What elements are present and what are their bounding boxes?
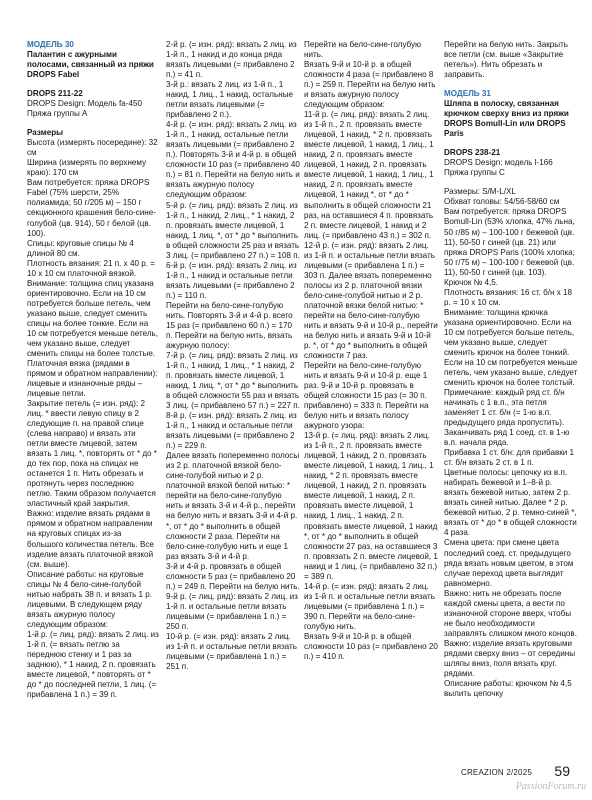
paragraph: DROPS Design: модель l-166 [444, 158, 553, 168]
page-number: 59 [554, 763, 570, 779]
paragraph: Спицы: круговые спицы № 4 длиной 80 см. [27, 238, 134, 258]
subheading: Шляпа в полоску, связанная крючком сверху вниз из пряжи DROPS Bomull-Lin или DROPS Paris [444, 99, 569, 139]
paragraph [444, 80, 578, 89]
paragraph: Перейти на бело-сине-голубую нить и вязать 9-й и 10-й р. еще 1 раз. 9-й и 10-й р. провязать в общей сложности 15 раз (= 30 п. прибавлено) = 333 п. Перейти на белую нить и вязать полосу ажурного узора: [304, 361, 429, 431]
paragraph: 1-й р. (= лиц. ряд): вязать 2 лиц. из 1-й п. (= вязать петлю за переднюю стенку и 1 раз за заднюю), * 1 накид, 2 п. провязать вместе лицевой, * повторять от * до * до последней петли, 1 лиц. (= прибавлена 1 п.) = 39 п. [27, 629, 159, 699]
paragraph: DROPS Design: Модель fa-450 [27, 99, 142, 109]
paragraph: 9-й р. (= лиц. ряд): вязать 2 лиц. из 1-й п. и остальные петли вязать лицевыми (= прибавлена 1 п.) = 250 п. [166, 591, 298, 631]
paragraph: 11-й р. (= лиц. ряд): вязать 2 лиц. из 1-й п., 2 п. провязать вместе лицевой, 1 накид, * 2 п. провязать вместе лицевой, 1 накид, 1 лиц., 1 накид, 2 п. провязать вместе лицевой, 1 накид, 2 п. провязать вместе лицевой, 1 накид, 1 лиц., 1 накид, 2 п. провязать вместе лицевой, 1 накид *, от * до * выполнить в общей сложности 21 раз, на оставшиеся 4 п. провязать 2 п. вместе лицевой, 1 накид и 2 лиц. (= прибавлено 43 п.) = 302 п. [304, 110, 434, 240]
section-heading: МОДЕЛЬ 31 [444, 89, 491, 99]
paragraph: Важно: изделие вязать рядами в прямом и обратном направлении на круговых спицах из-за большого количества петель. Все изделие вязать платочной вязкой (см. выше). [27, 509, 154, 569]
paragraph: Пряжа группы A [27, 109, 88, 119]
text-column-2 [166, 40, 300, 672]
paragraph: Вам потребуется: пряжа DROPS Bomull-Lin (53% хлопка, 47% льна, 50 г/85 м) – 100-100 г бежевой (цв. 11), 50-50 г синей (цв. 21) или пряжа DROPS Paris (100% хлопка; 50 г/75 м) – 100-100 г бежевой (цв. 11), 50-50 г синей (цв. 103). [444, 207, 575, 277]
subheading: Палантин с ажурными полосами, связанный из пряжи DROPS Fabel [27, 50, 154, 80]
paragraph: Описание работы: на круговые спицы № 4 бело-сине-голубой нитью набрать 38 п. и вязать 1 р. лицевыми. В следующем ряду вязать ажурную полосу следующим образом: [27, 569, 153, 629]
subheading: DROPS 211-22 [27, 89, 83, 99]
paragraph: 14-й р. (= изн. ряд): вязать 2 лиц. из 1-й п. и остальные петли вязать лицевыми (= прибавлена 1 п.) = 390 п. Перейти на бело-сине-голубую нить. [304, 581, 435, 631]
subheading: Размеры [27, 128, 64, 138]
paragraph: 2-й р. (= изн. ряд): вязать 2 лиц. из 1-й п., 1 накид и до конца ряда вязать лицевыми (= прибавлено 2 п.) = 41 п. [166, 40, 297, 80]
paragraph: Важно: изделие вязать круговыми рядами сверху вниз – от середины шляпы вниз, поля вязать круг. рядами. [444, 638, 576, 678]
text-column-1 [27, 40, 159, 700]
paragraph: Обхват головы: 54/56-58/60 см [444, 197, 560, 207]
paragraph [27, 80, 159, 89]
paragraph: 5-й р. (= лиц. ряд): вязать 2 лиц. из 1-й п., 1 накид, 2 лиц., * 1 накид, 2 п. провязать вместе лицевой, 1 накид, 1 лиц. *, от * до * выполнить в общей сложности 25 раз и вязать 3 лиц. (= прибавлено 27 п.) = 108 п. [166, 200, 300, 260]
watermark-text: PassionForum.ru [515, 781, 586, 792]
paragraph: Плотность вязания: 21 п. х 40 р. = 10 х 10 см платочной вязкой. [27, 258, 155, 278]
paragraph: 4-й р. (= изн. ряд): вязать 2 лиц. из 1-й п., 1 накид, остальные петли вязать лицевыми (= прибавлено 2 п.). Повторять 3-й и 4-й р. в общей сложности 10 раз (= прибавлено 40 п.) = 81 п. Перейти на белую нить и вязать ажурную полосу следующим образом: [166, 120, 300, 200]
paragraph: Описание работы: крючком № 4,5 вылить цепочку [444, 678, 572, 698]
paragraph: Примечание: каждый ряд ст. б/н начинать с 1 в.п., эта петля заменяет 1 ст. б/н (= 1-ю в.п. предыдущего ряда пропустить). Заканчивать ряд 1 соед. ст. в 1-ю в.п. начала ряда. [444, 388, 570, 448]
paragraph: 7-й р. (= лиц. ряд): вязать 2 лиц. из 1-й п., 1 накид, 1 лиц., * 1 накид, 2 п. провязать вместе лицевой, 1 накид, 1 лиц. *, от * до * выполнить в общей сложности 55 раз и вязать 3 лиц. (= прибавлено 57 п.) = 227 п. [166, 350, 300, 411]
magazine-issue: CREAZION 2/2025 [460, 768, 532, 777]
paragraph [444, 139, 578, 148]
paragraph: Вязать 9-й и 10-й р. в общей сложности 10 раз (= прибавлено 20 п.) = 410 п. [304, 631, 438, 661]
paragraph: Прибавка 1 ст. б/н: для прибавки 1 ст. б/н вязать 2 ст. в 1 п. [444, 448, 575, 468]
paragraph: 8-й р. (= изн. ряд): вязать 2 лиц. из 1-й п., 1 накид и остальные петли вязать лицевыми (= прибавлено 2 п.) = 229 п. [166, 411, 297, 451]
paragraph: Вам потребуется: пряжа DROPS Fabel (75% шерсти, 25% полиамида; 50 г/205 м) – 150 г секционного крашения бело-сине-голубой (цв. 914), 50 г белой (цв. 100). [27, 178, 156, 238]
paragraph: Перейти на бело-сине-голубую нить. Повторять 3-й и 4-й р. всего 15 раз (= прибавлено 60 п.) = 170 п. Перейти на белую нить, вязать ажурную полосу: [166, 300, 293, 350]
paragraph: Далее вязать попеременно полосы из 2 р. платочной вязкой бело-сине-голубой нитью и 2 р. платочной вязкой белой нитью: * перейти на бело-сине-голубую нить и вязать 3-й и 4-й р., перейти на белую нить и вязать 3-й и 4-й р. *, от * до * выполнить в общей сложности 2 раза. Перейти на бело-сине-голубую нить и еще 1 раз вязать 3-й и 4-й р. [166, 451, 300, 561]
paragraph: Цветные полосы: цепочку из в.п. набирать бежевой и 1–8-й р. вязать бежевой нитью, затем 2 р. вязать синей нитью. Далее * 2 р. бежевой нитью, 2 р. темно-синей *, вязать от * до * в общей сложности 4 раза. [444, 468, 577, 538]
paragraph: Внимание: толщина крючка указана ориентировочно. Если на 10 см потребуется больше петель, чем указано выше, следует сменить крючок на более тонкий. Если на 10 см потребуется меньше петель, чем указано выше, следует сменить крючок на более толстый. [444, 307, 578, 387]
paragraph: 13-й р. (= лиц. ряд): вязать 2 лиц. из 1-й п., 2 п. провязать вместе лицевой, 1 накид, 2 п. провязать вместе лицевой, 1 накид, 1 лиц., 1 накид, * 2 п. провязать вместе лицевой, 1 накид, 2 п. провязать вместе лицевой, 1 накид, 2 п. провязать вместе лицевой, 1 накид, 1 лиц., 1 накид, 2 п. провязать вместе лицевой, 1 накид *, от * до * выполнить в общей сложности 27 раз, на оставшиеся 3 п. провязать 2 п. вместе лицевой, 1 накид и 1 лиц. (= прибавлено 32 п.) = 389 п. [304, 431, 438, 581]
paragraph: Платочная вязка (рядами в прямом и обратном направлении): лицевые и изнаночные ряды – лицевые петли. [27, 358, 158, 399]
paragraph: Закрытие петель (= изн. ряд): 2 лиц. * ввести левую спицу в 2 следующие п. на правой спице (слева направо) и вязать эти петли вместе лицевой, затем вязать 1 лиц. *, повторять от * до * до тех пор, пока на спицах не останется 1 п. Нить обрезать и протянуть через последнюю петлю. Таким образом получается эластичный край закрытия. [27, 399, 157, 509]
paragraph: Размеры: S/M-L/XL [444, 187, 516, 197]
paragraph: Вязать 9-й и 10-й р. в общей сложности 4 раза (= прибавлено 8 п.) = 259 п. Перейти на белую нить и вязать ажурную полосу следующим образом: [304, 60, 436, 110]
paragraph: Смена цвета: при смене цвета последний соед. ст. предыдущего ряда вязать новым цветом, в этом случае переход цвета выглядит равномерно. [444, 538, 574, 588]
text-column-3 [304, 40, 438, 662]
text-column-4 [444, 40, 578, 699]
paragraph: 10-й р. (= изн. ряд): вязать 2 лиц. из 1-й п. и остальные петли вязать лицевыми (= прибавлена 1 п.) = 251 п. [166, 631, 297, 671]
paragraph: Внимание: толщина спиц указана ориентировочно. Если на 10 см потребуется больше петель, чем указано выше, следует сменить спицы на более тонкие. Если на 10 см потребуется меньше петель, чем указано выше, следует сменить спицы на более толстые. [27, 278, 159, 358]
paragraph: Крючок № 4,5. [444, 277, 499, 287]
paragraph [444, 178, 578, 187]
paragraph: 3-й и 4-й р. провязать в общей сложности 5 раз (= прибавлено 20 п.) = 249 п. Перейти на белую нить. [166, 561, 300, 591]
paragraph: Перейти на белую нить. Закрыть все петли (см. выше «Закрытие петель»). Нить обрезать и заправить. [444, 40, 568, 80]
paragraph: Важно: нить не обрезать после каждой смены цвета, а вести по изнаночной стороне вверх, чтобы не было необходимости заправлять слишком много концов. [444, 588, 577, 638]
paragraph: Пряжа группы C [444, 168, 505, 178]
paragraph: Перейти на бело-сине-голубую нить. [304, 40, 422, 60]
paragraph: 12-й р. (= изн. ряд): вязать 2 лиц. из 1-й п. и остальные петли вязать лицевыми (= прибавлена 1 п.) = 303 п. Далее вязать попеременно полосы из 2 р. платочной вязки бело-сине-голубой нитью и 2 р. платочной вязки белой нитью: * перейти на бело-сине-голубую нить и вязать 9-й и 10-й р., перейти на белую нить и вязать 9-й и 10-й р. *, от * до * выполнить в общей сложности 7 раз. [304, 240, 438, 360]
subheading: DROPS 238-21 [444, 148, 501, 158]
paragraph: Высота (измерять посередине): 32 см [27, 138, 158, 158]
paragraph: Плотность вязания: 16 ст. б/н х 18 р. = 10 х 10 см. [444, 287, 573, 307]
section-heading: МОДЕЛЬ 30 [27, 40, 74, 49]
paragraph: Ширина (измерять по верхнему краю): 170 см [27, 158, 147, 178]
paragraph [27, 119, 159, 128]
paragraph: 6-й р. (= изн. ряд): вязать 2 лиц. из 1-й п., 1 накид и остальные петли вязать лицевыми (= прибавлено 2 п.) = 110 п. [166, 260, 297, 300]
paragraph: 3-й р.: вязать 2 лиц. из 1-й п., 1 накид, 1 лиц., 1 накид, остальные петли вязать лицевыми (= прибавлено 2 п.). [166, 80, 294, 120]
